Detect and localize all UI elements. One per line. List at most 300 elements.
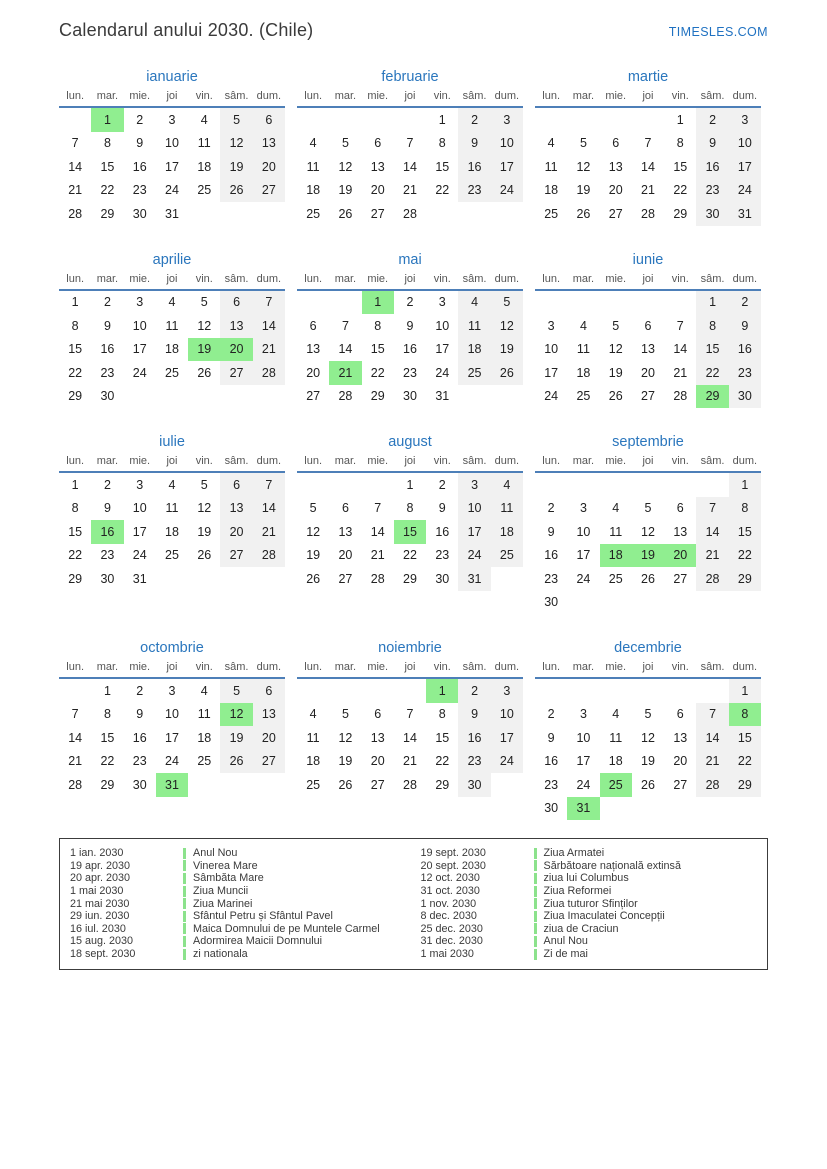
day-cell: 2	[406, 295, 414, 310]
weekday-header: mar.	[567, 455, 599, 472]
legend-entry	[421, 897, 758, 910]
empty-day-cell	[632, 678, 664, 703]
day-cell: 22	[100, 183, 115, 198]
weekend-day-cell: 8	[729, 497, 761, 521]
weekday-header: mie.	[362, 273, 394, 290]
day-cell: 18	[608, 754, 623, 769]
week-row	[59, 290, 285, 315]
day-cell: 8	[71, 318, 79, 333]
week-row	[59, 202, 285, 226]
holiday-day-cell: 15	[394, 520, 426, 544]
day-cell: 1	[103, 683, 111, 698]
day-cell: 5	[200, 477, 208, 492]
week-row	[59, 472, 285, 497]
day-cell: 16	[132, 730, 147, 745]
empty-day-cell	[567, 107, 599, 132]
month-title: februarie	[381, 69, 439, 85]
legend-date: 20 sept. 2030	[420, 859, 486, 872]
empty-day-cell	[329, 472, 361, 497]
weekday-header: dum.	[491, 455, 523, 472]
day-cell: 4	[168, 477, 176, 492]
weekend-day-cell: 8	[696, 314, 728, 338]
day-cell: 11	[306, 159, 320, 174]
week-row	[297, 361, 523, 385]
empty-day-cell	[188, 385, 220, 409]
weekend-day-cell: 6	[220, 472, 252, 497]
day-cell: 6	[676, 501, 684, 516]
weekday-header: lun.	[535, 455, 567, 472]
legend-holiday-name: Ziua Marinei	[193, 897, 253, 910]
legend-entry	[70, 935, 407, 948]
day-cell: 9	[438, 501, 446, 516]
day-cell: 1	[71, 295, 79, 310]
weekend-day-cell: 24	[729, 179, 761, 203]
weekend-day-cell: 16	[696, 155, 728, 179]
empty-day-cell	[664, 797, 696, 821]
weekday-header: vin.	[426, 273, 458, 290]
day-cell: 8	[438, 707, 446, 722]
day-cell: 11	[576, 342, 590, 357]
empty-day-cell	[600, 290, 632, 315]
day-cell: 24	[165, 183, 179, 198]
day-cell: 9	[103, 501, 111, 516]
weekend-day-cell: 12	[220, 132, 252, 156]
empty-day-cell	[632, 107, 664, 132]
legend-date: 1 mai 2030	[70, 885, 124, 898]
day-cell: 6	[309, 318, 317, 333]
empty-day-cell	[632, 797, 664, 821]
weekday-header: sâm.	[696, 455, 728, 472]
week-row	[535, 472, 761, 497]
empty-day-cell	[567, 678, 599, 703]
site-link[interactable]: TIMESLES.COM	[668, 25, 768, 39]
week-row	[535, 361, 761, 385]
day-cell: 5	[341, 707, 349, 722]
day-cell: 27	[608, 206, 623, 221]
weekday-header: mar.	[91, 661, 123, 678]
weekend-day-cell: 22	[729, 544, 761, 568]
day-cell: 29	[403, 571, 417, 586]
day-cell: 28	[68, 206, 83, 221]
weekend-day-cell: 6	[253, 678, 285, 703]
week-row	[297, 155, 523, 179]
empty-day-cell	[329, 290, 361, 315]
day-cell: 20	[306, 365, 321, 380]
weekday-header: mie.	[124, 661, 156, 678]
day-cell: 23	[544, 571, 559, 586]
week-row	[59, 155, 285, 179]
day-cell: 14	[370, 524, 385, 539]
day-cell: 5	[644, 707, 652, 722]
day-cell: 11	[197, 136, 211, 151]
legend-entry	[421, 860, 758, 873]
weekend-day-cell: 27	[253, 179, 285, 203]
weekday-header: mar.	[329, 455, 361, 472]
weekday-header: vin.	[426, 455, 458, 472]
weekend-day-cell: 14	[253, 497, 285, 521]
empty-day-cell	[220, 385, 252, 409]
day-cell: 17	[435, 342, 450, 357]
day-cell: 8	[103, 136, 111, 151]
weekday-header: lun.	[297, 273, 329, 290]
weekend-day-cell: 5	[220, 107, 252, 132]
week-row	[59, 750, 285, 774]
empty-day-cell	[600, 472, 632, 497]
month-table	[535, 455, 761, 614]
weekday-header-row	[59, 661, 285, 678]
day-cell: 3	[547, 318, 555, 333]
day-cell: 10	[132, 318, 147, 333]
weekday-header: joi	[632, 661, 664, 678]
day-cell: 11	[165, 318, 179, 333]
weekend-day-cell: 13	[220, 314, 252, 338]
weekday-header: vin.	[664, 273, 696, 290]
weekend-day-cell: 28	[696, 773, 728, 797]
day-cell: 19	[641, 754, 655, 769]
day-cell: 1	[676, 112, 684, 127]
week-row	[59, 520, 285, 544]
month-table	[59, 661, 285, 797]
weekday-header: vin.	[664, 90, 696, 107]
weekday-header: mie.	[124, 273, 156, 290]
day-cell: 14	[68, 159, 83, 174]
empty-day-cell	[632, 591, 664, 615]
week-row	[297, 132, 523, 156]
weekday-header: sâm.	[220, 661, 252, 678]
holiday-marker-icon	[183, 848, 186, 859]
month-table	[297, 455, 523, 591]
weekday-header: joi	[156, 661, 188, 678]
day-cell: 24	[132, 365, 147, 380]
day-cell: 19	[576, 183, 591, 198]
day-cell: 15	[100, 159, 115, 174]
week-row	[297, 338, 523, 362]
day-cell: 25	[165, 365, 179, 380]
empty-day-cell	[664, 472, 696, 497]
day-cell: 18	[197, 730, 212, 745]
weekday-header: joi	[156, 273, 188, 290]
day-cell: 7	[406, 136, 414, 151]
legend-entry	[421, 948, 758, 961]
day-cell: 5	[579, 136, 587, 151]
week-row	[297, 750, 523, 774]
day-cell: 30	[544, 801, 559, 816]
holiday-marker-icon	[534, 860, 537, 871]
week-row	[535, 544, 761, 568]
weekend-day-cell: 13	[253, 703, 285, 727]
month-card-februarie	[297, 69, 523, 226]
weekend-day-cell: 5	[220, 678, 252, 703]
day-cell: 27	[338, 571, 353, 586]
holiday-marker-icon	[183, 936, 186, 947]
weekday-header: mar.	[91, 273, 123, 290]
weekday-header: dum.	[491, 273, 523, 290]
empty-day-cell	[253, 202, 285, 226]
weekend-day-cell: 3	[729, 107, 761, 132]
day-cell: 15	[68, 524, 83, 539]
weekday-header: lun.	[535, 90, 567, 107]
day-cell: 23	[132, 754, 147, 769]
weekday-header-row	[535, 661, 761, 678]
weekend-day-cell: 7	[696, 497, 728, 521]
weekday-header: dum.	[253, 273, 285, 290]
weekend-day-cell: 23	[458, 750, 490, 774]
day-cell: 5	[612, 318, 620, 333]
weekday-header-row	[297, 273, 523, 290]
day-cell: 29	[100, 206, 115, 221]
weekend-day-cell: 14	[253, 314, 285, 338]
weekday-header: mie.	[600, 273, 632, 290]
month-title: martie	[627, 69, 669, 85]
day-cell: 11	[197, 707, 211, 722]
week-row	[297, 544, 523, 568]
weekday-header: dum.	[491, 90, 523, 107]
weekend-day-cell: 29	[729, 773, 761, 797]
day-cell: 25	[306, 777, 321, 792]
month-card-septembrie	[535, 434, 761, 614]
month-table	[297, 273, 523, 409]
weekend-day-cell: 15	[729, 726, 761, 750]
day-cell: 4	[547, 136, 555, 151]
month-title: iulie	[159, 434, 185, 450]
day-cell: 3	[136, 477, 144, 492]
day-cell: 6	[374, 707, 382, 722]
week-row	[535, 591, 761, 615]
empty-day-cell	[59, 107, 91, 132]
week-row	[297, 179, 523, 203]
empty-day-cell	[491, 202, 523, 226]
day-cell: 10	[165, 707, 179, 722]
week-row	[59, 497, 285, 521]
weekend-day-cell: 30	[729, 385, 761, 409]
holiday-day-cell: 20	[664, 544, 696, 568]
weekday-header: joi	[394, 455, 426, 472]
day-cell: 24	[435, 365, 450, 380]
day-cell: 1	[71, 477, 79, 492]
week-row	[535, 497, 761, 521]
week-row	[535, 703, 761, 727]
month-title: mai	[398, 251, 422, 268]
day-cell: 31	[165, 206, 179, 221]
day-cell: 17	[576, 754, 591, 769]
week-row	[535, 290, 761, 315]
holiday-marker-icon	[183, 860, 186, 871]
holiday-marker-icon	[534, 936, 537, 947]
week-row	[59, 726, 285, 750]
legend-entry	[421, 872, 758, 885]
page-header	[59, 20, 768, 41]
day-cell: 17	[165, 730, 179, 745]
weekday-header: joi	[394, 661, 426, 678]
day-cell: 5	[309, 501, 317, 516]
weekday-header: lun.	[297, 90, 329, 107]
legend-date: 31 dec. 2030	[420, 935, 483, 948]
weekday-header: dum.	[729, 90, 761, 107]
empty-day-cell	[394, 107, 426, 132]
day-cell: 16	[435, 524, 450, 539]
day-cell: 25	[608, 571, 623, 586]
weekday-header: lun.	[59, 455, 91, 472]
day-cell: 13	[673, 730, 688, 745]
day-cell: 14	[641, 159, 655, 174]
day-cell: 12	[306, 524, 321, 539]
weekday-header: mar.	[567, 90, 599, 107]
day-cell: 28	[338, 389, 353, 404]
day-cell: 12	[641, 524, 655, 539]
day-cell: 27	[370, 206, 385, 221]
day-cell: 15	[435, 730, 450, 745]
day-cell: 9	[103, 318, 111, 333]
weekday-header-row	[535, 455, 761, 472]
day-cell: 24	[165, 754, 179, 769]
legend-date: 20 apr. 2030	[70, 872, 131, 885]
weekend-day-cell: 12	[491, 314, 523, 338]
month-card-ianuarie	[59, 69, 285, 226]
day-cell: 12	[641, 730, 655, 745]
holiday-marker-icon	[534, 923, 537, 934]
day-cell: 7	[341, 318, 349, 333]
weekend-day-cell: 20	[253, 726, 285, 750]
day-cell: 23	[435, 548, 450, 563]
empty-day-cell	[253, 773, 285, 797]
holiday-day-cell: 29	[696, 385, 728, 409]
week-row	[297, 520, 523, 544]
day-cell: 10	[132, 501, 147, 516]
empty-day-cell	[426, 202, 458, 226]
weekday-header: mie.	[124, 90, 156, 107]
day-cell: 11	[306, 730, 320, 745]
weekday-header: mar.	[567, 273, 599, 290]
weekday-header: joi	[156, 455, 188, 472]
legend-column	[421, 847, 758, 960]
legend-entry	[421, 885, 758, 898]
holiday-marker-icon	[534, 911, 537, 922]
weekend-day-cell: 10	[729, 132, 761, 156]
week-row	[535, 179, 761, 203]
empty-day-cell	[362, 107, 394, 132]
day-cell: 7	[71, 136, 79, 151]
empty-day-cell	[567, 472, 599, 497]
day-cell: 25	[576, 389, 591, 404]
weekend-day-cell: 13	[220, 497, 252, 521]
day-cell: 20	[641, 365, 655, 380]
holiday-marker-icon	[534, 873, 537, 884]
month-title: octombrie	[140, 640, 204, 656]
empty-day-cell	[600, 591, 632, 615]
weekend-day-cell: 3	[491, 678, 523, 703]
legend-entry	[421, 910, 758, 923]
empty-day-cell	[632, 472, 664, 497]
legend-entry	[70, 923, 407, 936]
empty-day-cell	[664, 290, 696, 315]
day-cell: 15	[673, 159, 688, 174]
week-row	[59, 385, 285, 409]
day-cell: 18	[576, 365, 591, 380]
weekend-day-cell: 30	[458, 773, 490, 797]
day-cell: 11	[609, 524, 623, 539]
weekend-day-cell: 14	[696, 520, 728, 544]
day-cell: 11	[609, 730, 623, 745]
weekday-header: lun.	[535, 661, 567, 678]
day-cell: 31	[435, 389, 450, 404]
empty-day-cell	[729, 591, 761, 615]
day-cell: 30	[132, 777, 147, 792]
day-cell: 10	[435, 318, 450, 333]
weekend-day-cell: 21	[696, 750, 728, 774]
day-cell: 3	[579, 501, 587, 516]
weekday-header-row	[59, 455, 285, 472]
day-cell: 13	[673, 524, 688, 539]
week-row	[59, 314, 285, 338]
legend-date: 31 oct. 2030	[420, 885, 480, 898]
month-title: iunie	[632, 251, 664, 268]
day-cell: 16	[403, 342, 417, 357]
month-title: august	[388, 434, 432, 450]
weekday-header: mie.	[362, 90, 394, 107]
weekend-day-cell: 17	[491, 726, 523, 750]
empty-day-cell	[567, 290, 599, 315]
legend-holiday-name: Ziua Imaculatei Concepții	[543, 910, 665, 923]
weekend-day-cell: 25	[491, 544, 523, 568]
day-cell: 21	[403, 754, 417, 769]
day-cell: 9	[136, 707, 144, 722]
empty-day-cell	[362, 678, 394, 703]
weekend-day-cell: 1	[696, 290, 728, 315]
legend-date: 1 nov. 2030	[420, 897, 477, 910]
page-title: Calendarul anului 2030. (Chile)	[59, 20, 314, 40]
holiday-marker-icon	[534, 848, 537, 859]
day-cell: 24	[576, 777, 591, 792]
day-cell: 6	[612, 136, 620, 151]
weekday-header-row	[297, 455, 523, 472]
week-row	[59, 567, 285, 591]
day-cell: 14	[403, 730, 417, 745]
week-row	[59, 544, 285, 568]
day-cell: 22	[673, 183, 688, 198]
week-row	[535, 314, 761, 338]
weekend-day-cell: 5	[491, 290, 523, 315]
month-title: aprilie	[152, 251, 192, 268]
weekday-header: mar.	[329, 661, 361, 678]
weekday-header: sâm.	[220, 273, 252, 290]
holiday-day-cell: 18	[600, 544, 632, 568]
day-cell: 3	[168, 112, 176, 127]
weekend-day-cell: 16	[458, 726, 490, 750]
day-cell: 19	[338, 754, 353, 769]
day-cell: 21	[68, 183, 83, 198]
day-cell: 18	[197, 159, 212, 174]
weekday-header-row	[535, 273, 761, 290]
weekend-day-cell: 6	[220, 290, 252, 315]
empty-day-cell	[220, 567, 252, 591]
day-cell: 28	[370, 571, 385, 586]
day-cell: 21	[641, 183, 655, 198]
day-cell: 23	[100, 365, 115, 380]
week-row	[535, 750, 761, 774]
week-row	[297, 497, 523, 521]
day-cell: 26	[338, 777, 353, 792]
day-cell: 2	[547, 501, 555, 516]
month-title: noiembrie	[378, 640, 442, 656]
day-cell: 30	[435, 571, 450, 586]
day-cell: 18	[165, 524, 179, 539]
day-cell: 4	[579, 318, 587, 333]
month-table	[297, 661, 523, 797]
weekday-header: vin.	[664, 455, 696, 472]
weekend-day-cell: 26	[491, 361, 523, 385]
week-row	[59, 678, 285, 703]
holiday-marker-icon	[534, 886, 537, 897]
